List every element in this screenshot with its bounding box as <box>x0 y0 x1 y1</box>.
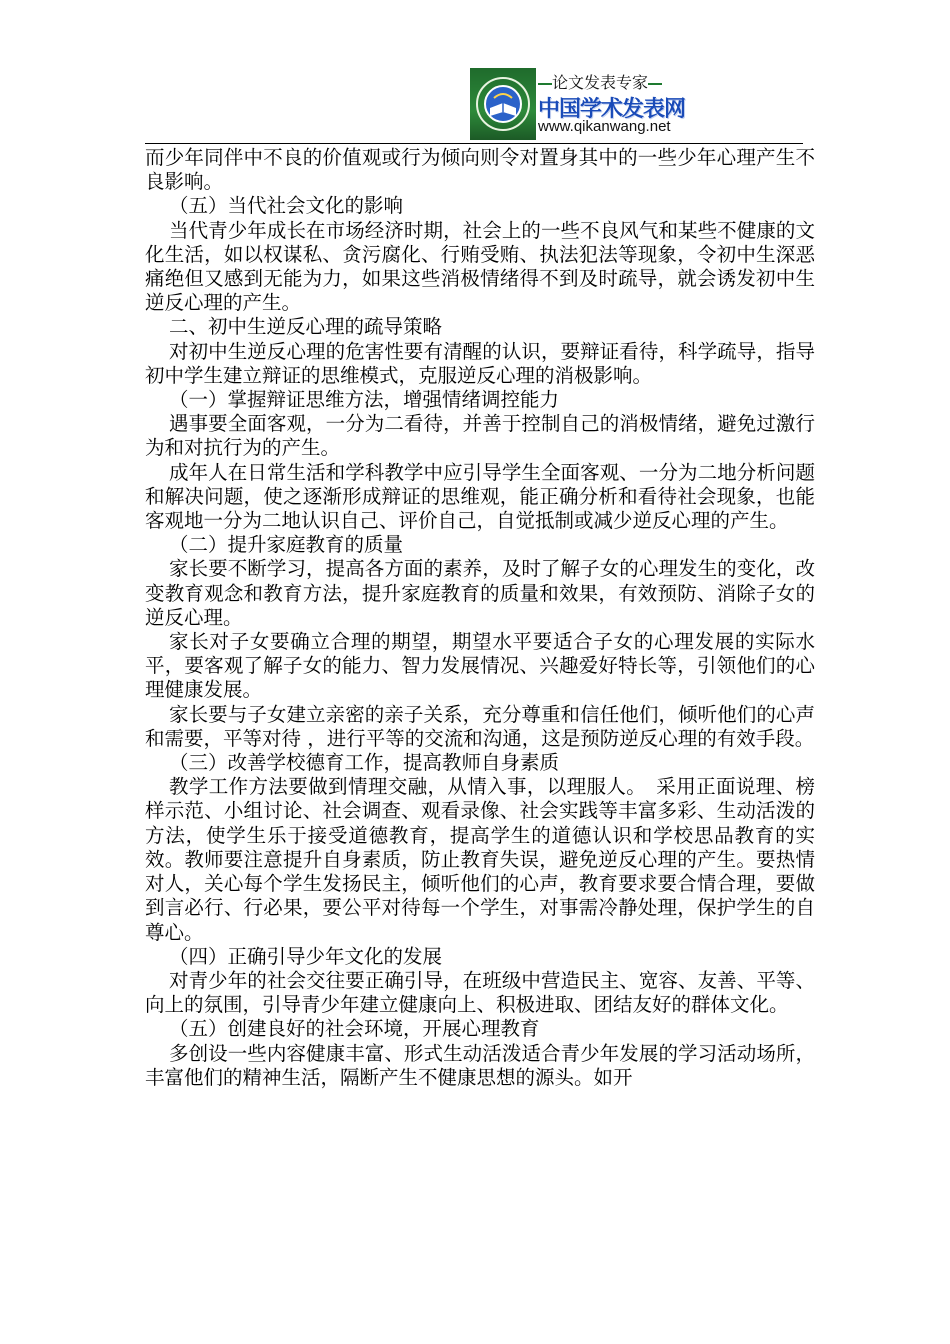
section-heading: （三）改善学校德育工作，提高教师自身素质 <box>169 751 560 775</box>
section-heading: 二、初中生逆反心理的疏导策略 <box>169 315 443 339</box>
logo-name: 中国学术发表网 <box>538 97 686 122</box>
paragraph: 当代青少年成长在市场经济时期，社会上的一些不良风气和某些不健康的文化生活，如以权谋私、贪污腐化、行贿受贿、执法犯法等现象，令初中生深恶痛绝但又感到无能为力，如果这些消极情绪得不到及时疏导，就会诱发初中生逆反心理的产生。 <box>145 218 815 315</box>
paragraph: 家长要不断学习，提高各方面的素养，及时了解子女的心理发生的变化，改变教育观念和教育方法，提升家庭教育的质量和效果，有效预防、消除子女的逆反心理。 <box>145 557 815 629</box>
paragraph: 多创设一些内容健康丰富、形式生动活泼适合青少年发展的学习活动场所，丰富他们的精神生活，隔断产生不健康思想的源头。如开 <box>145 1041 815 1089</box>
section-heading: （四）正确引导少年文化的发展 <box>169 944 443 968</box>
paragraph: 遇事要全面客观，一分为二看待，并善于控制自己的消极情绪，避免过激行为和对抗行为的产生。 <box>145 412 815 460</box>
paragraph: 家长对子女要确立合理的期望，期望水平要适合子女的心理发展的实际水平，要客观了解子女的能力、智力发展情况、兴趣爱好特长等，引领他们的心理健康发展。 <box>145 630 815 702</box>
tagline-rule-right <box>648 83 662 85</box>
book-globe-icon <box>470 68 536 140</box>
logo-url[interactable]: www.qikanwang.net <box>538 118 671 135</box>
tagline-rule-left <box>538 83 552 85</box>
paragraph: 对初中生逆反心理的危害性要有清醒的认识，要辩证看待，科学疏导，指导初中学生建立辩证的思维模式，克服逆反心理的消极影响。 <box>145 339 815 387</box>
paragraph: 对青少年的社会交往要正确引导，在班级中营造民主、宽容、友善、平等、向上的氛围，引导青少年建立健康向上、积极进取、团结友好的群体文化。 <box>145 968 815 1017</box>
site-logo[interactable] <box>470 68 698 140</box>
header-divider <box>145 143 803 144</box>
logo-tagline <box>538 70 698 92</box>
paragraph: 教学工作方法要做到情理交融，从情入事，以理服人。 采用正面说理、榜样示范、小组讨论、社会调查、观看录像、社会实践等丰富多彩、生动活泼的方法，使学生乐于接受道德教育，提高学生的道德认识和学校思品教育的实效。教师要注意提升自身素质，防止教育失误，避免逆反心理的产生。要热情对人，关心每个学生发扬民主，倾听他们的心声，教育要求要合情合理，要做到言必行、行必果，要公平对待每一个学生，对事需冷静处理，保护学生的自尊心。 <box>145 775 815 944</box>
paragraph: 而少年同伴中不良的价值观或行为倾向则令对置身其中的一些少年心理产生不良影响。 <box>145 146 815 194</box>
section-heading: （二）提升家庭教育的质量 <box>169 533 404 557</box>
logo-tagline-text: 论文发表专家 <box>552 73 649 92</box>
paragraph: 成年人在日常生活和学科教学中应引导学生全面客观、一分为二地分析问题和解决问题，使之逐渐形成辩证的思维观，能正确分析和看待社会现象，也能客观地一分为二地认识自己、评价自己，自觉抵制或减少逆反心理的产生。 <box>145 460 815 533</box>
section-heading: （五）当代社会文化的影响 <box>169 194 404 218</box>
section-heading: （一）掌握辩证思维方法，增强情绪调控能力 <box>169 388 560 412</box>
section-heading: （五）创建良好的社会环境，开展心理教育 <box>169 1017 540 1041</box>
article-body <box>145 146 815 1090</box>
paragraph: 家长要与子女建立亲密的亲子关系，充分尊重和信任他们，倾听他们的心声和需要，平等对待 ，进行平等的交流和沟通，这是预防逆反心理的有效手段。 <box>145 702 815 750</box>
